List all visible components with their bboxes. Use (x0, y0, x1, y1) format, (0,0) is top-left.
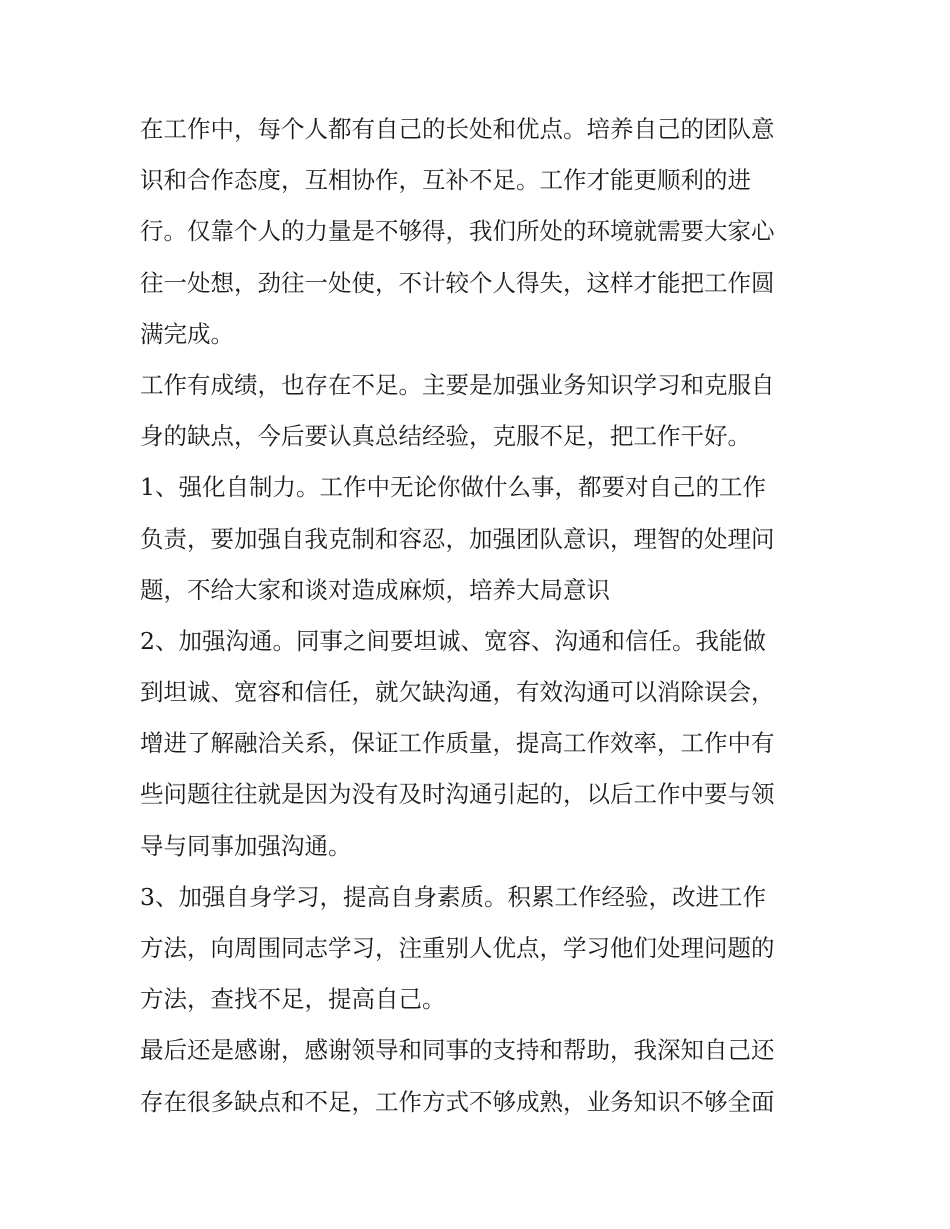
text-line: 存在很多缺点和不足，工作方式不够成熟，业务知识不够全面 (140, 1087, 775, 1116)
text-line: 到坦诚、宽容和信任，就欠缺沟通，有效沟通可以消除误会， (140, 678, 775, 707)
text-line: 往一处想，劲往一处使，不计较个人得失，这样才能把工作圆 (140, 268, 775, 297)
text-line: 最后还是感谢，感谢领导和同事的支持和帮助，我深知自己还 (140, 1036, 775, 1065)
text-line: 3、加强自身学习，提高自身素质。积累工作经验，改进工作 (140, 882, 766, 911)
text-line: 2、加强沟通。同事之间要坦诚、宽容、沟通和信任。我能做 (140, 626, 766, 655)
text-line: 方法，向周围同志学习，注重别人优点，学习他们处理问题的 (140, 934, 775, 962)
text-line: 题，不给大家和谈对造成麻烦，培养大局意识 (140, 575, 610, 604)
document-body (140, 104, 820, 1128)
text-line: 在工作中，每个人都有自己的长处和优点。培养自己的团队意 (140, 115, 775, 143)
text-line: 负责，要加强自我克制和容忍，加强团队意识，理智的处理问 (140, 524, 775, 553)
text-line: 满完成。 (140, 319, 234, 348)
text-line: 行。仅靠个人的力量是不够得，我们所处的环境就需要大家心 (140, 217, 775, 246)
text-line: 导与同事加强沟通。 (140, 831, 352, 860)
text-line: 1、强化自制力。工作中无论你做什么事，都要对自己的工作 (140, 473, 766, 502)
text-line: 增进了解融洽关系，保证工作质量，提高工作效率，工作中有 (140, 729, 775, 758)
text-line: 身的缺点，今后要认真总结经验，克服不足，把工作干好。 (140, 422, 751, 451)
text-line: 方法，查找不足，提高自己。 (140, 985, 446, 1014)
text-line: 工作有成绩，也存在不足。主要是加强业务知识学习和克服自 (140, 370, 775, 399)
text-line: 识和合作态度，互相协作，互补不足。工作才能更顺利的进 (140, 166, 751, 195)
text-line: 些问题往往就是因为没有及时沟通引起的，以后工作中要与领 (140, 780, 775, 809)
